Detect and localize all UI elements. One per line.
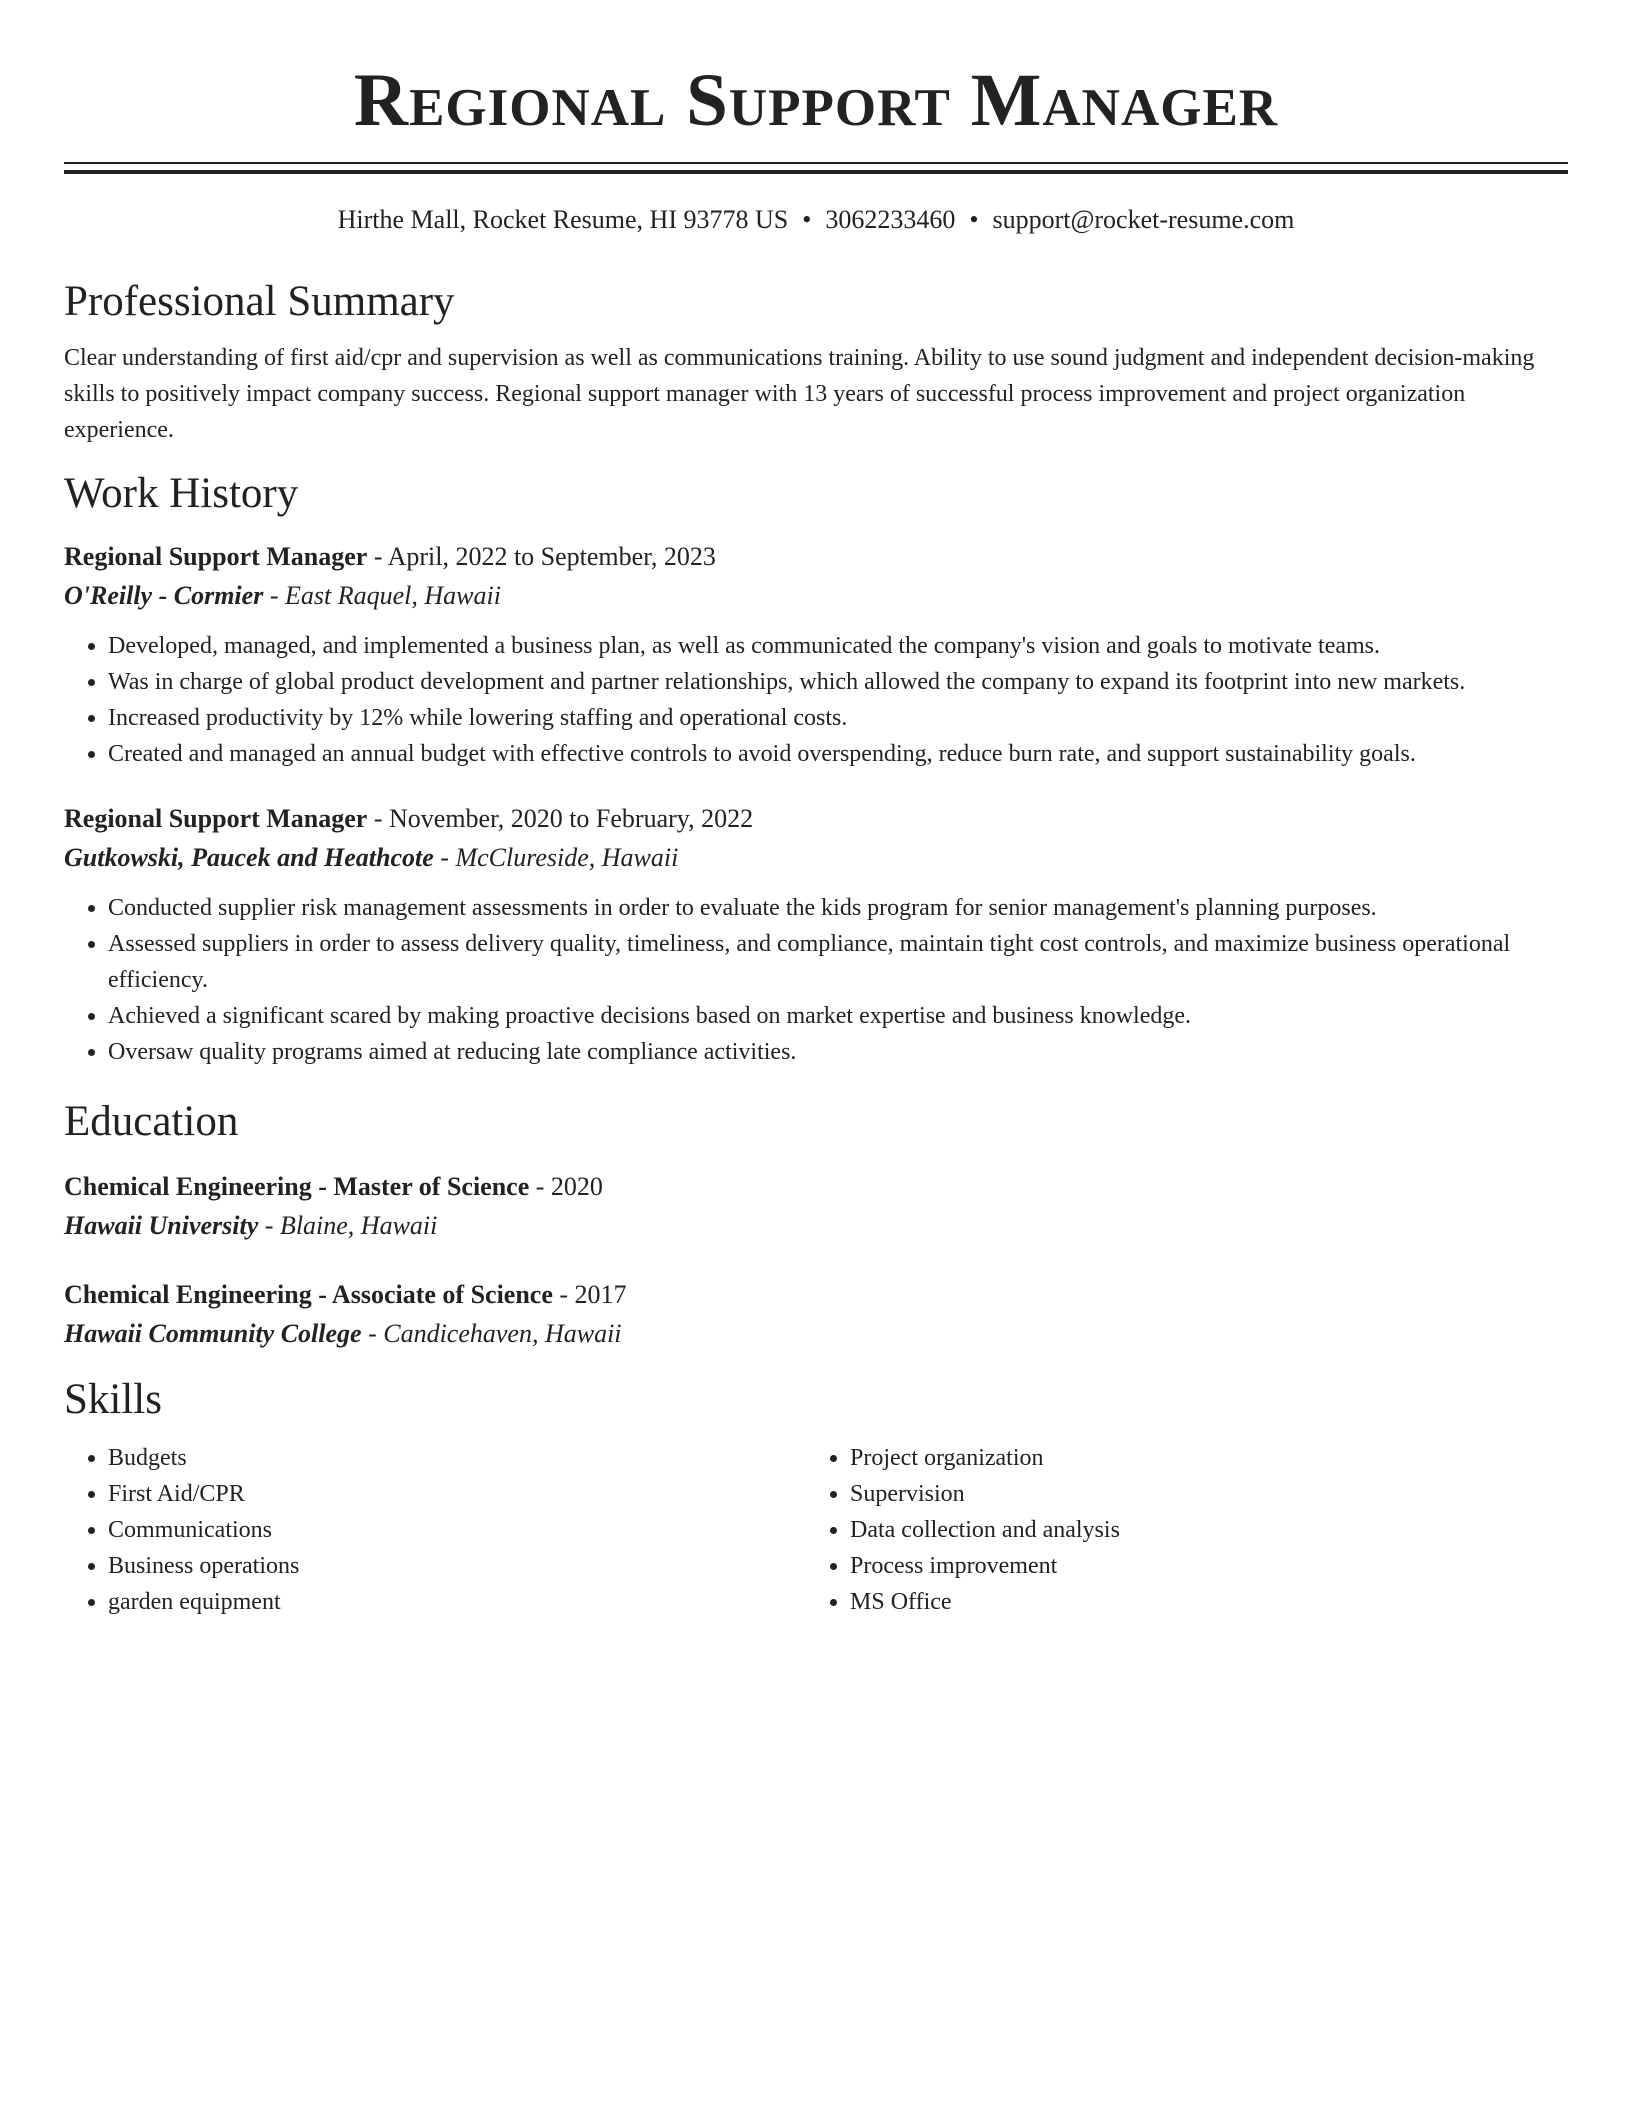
job-company: O'Reilly - Cormier (64, 581, 264, 610)
education-header (64, 1276, 1568, 1314)
education-degree: Chemical Engineering - Master of Science (64, 1172, 530, 1201)
education-location: - Blaine, Hawaii (258, 1211, 438, 1240)
job-bullet: • Achieved a significant scared by making proactive decisions based on market expertise and business knowledge. (108, 998, 1568, 1034)
job-header (64, 538, 1568, 576)
job-header (64, 800, 1568, 838)
job-bullet: • Conducted supplier risk management assessments in order to evaluate the kids program for senior management's planning purposes. (108, 890, 1568, 926)
resume-name: Regional Support Manager (353, 59, 1279, 142)
job-company-line (64, 838, 1568, 878)
summary-heading: Professional Summary (64, 278, 455, 325)
education-school-line (64, 1206, 1568, 1246)
job-dates: - November, 2020 to February, 2022 (367, 804, 754, 833)
contact-line (64, 204, 1568, 236)
education-entry (64, 1168, 1568, 1246)
skill-item: • Budgets (108, 1440, 806, 1476)
job-bullet: • Assessed suppliers in order to assess delivery quality, timeliness, and compliance, maintain tight cost controls, and maximize business operational efficiency. (108, 926, 1568, 998)
job-bullet: • Was in charge of global product development and partner relationships, which allowed the company to expand its footprint into new markets. (108, 664, 1568, 700)
job-location: - East Raquel, Hawaii (263, 581, 501, 610)
job-bullet: • Increased productivity by 12% while lowering staffing and operational costs. (108, 700, 1568, 736)
skills-list-left (64, 1440, 806, 1620)
job-bullet: • Developed, managed, and implemented a business plan, as well as communicated the company's vision and goals to motivate teams. (108, 628, 1568, 664)
job-bullets (64, 890, 1568, 1070)
contact-address: Hirthe Mall, Rocket Resume, HI 93778 US (337, 205, 789, 234)
job-bullet: • Oversaw quality programs aimed at reducing late compliance activities. (108, 1034, 1568, 1070)
skill-item: • garden equipment (108, 1584, 806, 1620)
education-header (64, 1168, 1568, 1206)
education-school-line (64, 1314, 1568, 1354)
contact-phone: 3062233460 (825, 205, 956, 234)
skill-item: • Business operations (108, 1548, 806, 1584)
job-company-line (64, 576, 1568, 616)
education-entry (64, 1276, 1568, 1354)
job-bullets (64, 628, 1568, 772)
education-year: - 2017 (552, 1280, 627, 1309)
job-location: - McClureside, Hawaii (433, 843, 679, 872)
skill-item: • Data collection and analysis (850, 1512, 1548, 1548)
contact-separator: • (802, 205, 812, 234)
header-divider-thin (64, 162, 1568, 164)
job-role: Regional Support Manager (64, 804, 368, 833)
job-role: Regional Support Manager (64, 542, 368, 571)
education-school: Hawaii Community College (64, 1319, 362, 1348)
education-heading: Education (64, 1098, 239, 1145)
job-entry (64, 800, 1568, 1070)
skill-item: • MS Office (850, 1584, 1548, 1620)
education-location: - Candicehaven, Hawaii (361, 1319, 622, 1348)
education-year: - 2020 (529, 1172, 603, 1201)
education-school: Hawaii University (64, 1211, 259, 1240)
skills-list-right (806, 1440, 1548, 1620)
job-entry (64, 538, 1568, 772)
skill-item: • First Aid/CPR (108, 1476, 806, 1512)
skills-heading: Skills (64, 1376, 162, 1423)
job-bullet: • Created and managed an annual budget with effective controls to avoid overspending, reduce burn rate, and support sustainability goals. (108, 736, 1568, 772)
skill-item: • Process improvement (850, 1548, 1548, 1584)
job-dates: - April, 2022 to September, 2023 (367, 542, 716, 571)
contact-separator: • (969, 205, 979, 234)
header-divider-thick (64, 170, 1568, 174)
contact-email[interactable]: support@rocket-resume.com (992, 205, 1295, 234)
skill-item: • Supervision (850, 1476, 1548, 1512)
summary-text: Clear understanding of first aid/cpr and supervision as well as communications training. Ability to use sound judgment and independent decision-making skills to positively impact company success. Regional support manager with 13 years of successful process improvement and project organization experience. (64, 345, 1535, 443)
skill-item: • Project organization (850, 1440, 1548, 1476)
work-history-heading: Work History (64, 470, 299, 517)
skills-columns (64, 1440, 1568, 1620)
education-degree: Chemical Engineering - Associate of Science (64, 1280, 553, 1309)
job-company: Gutkowski, Paucek and Heathcote (64, 843, 434, 872)
skill-item: • Communications (108, 1512, 806, 1548)
